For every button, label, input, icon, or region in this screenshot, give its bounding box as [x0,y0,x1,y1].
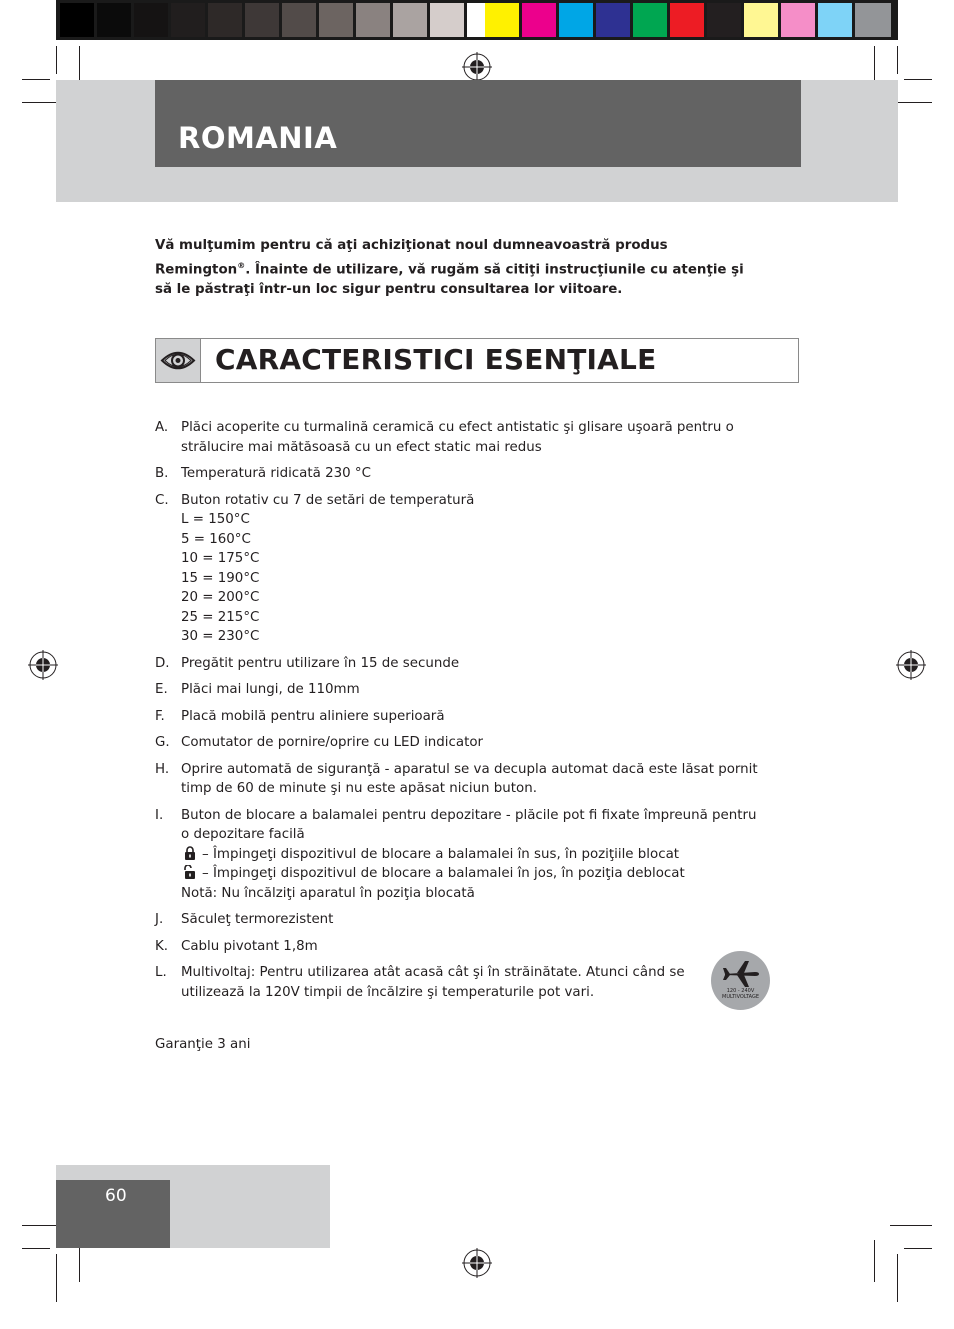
list-item [155,464,775,484]
swatch [134,3,168,37]
lock-text: – Împingeţi dispozitivul de blocare a balamalei în sus, în poziţiile blocat [202,846,680,862]
lock-open-icon [184,865,196,879]
item-text: Săculeţ termorezistent [181,912,334,927]
registration-mark-icon [28,650,58,680]
item-text: Comutator de pornire/oprire cu LED indicator [181,735,484,750]
temperature-setting: 15 = 190°C [181,570,260,586]
swatch [208,3,242,37]
swatch [818,3,852,37]
item-text: Buton de blocare a balamalei pentru depozitare - plăcile pot fi fixate împreună pentru [181,807,757,823]
swatch [393,3,427,37]
temperature-setting: L = 150°C [181,512,250,527]
crop-mark [897,46,898,74]
list-item [155,418,775,457]
item-letter: L. [155,965,167,980]
swatch [245,3,279,37]
temperature-setting: 30 = 230°C [181,629,260,644]
swatch [633,3,667,37]
registration-mark-icon [462,1248,492,1278]
item-text: Plăci acoperite cu turmalină ceramică cu efect antistatic şi glisare uşoară pentru o [181,420,734,435]
crop-mark [56,1254,57,1302]
item-text: Cablu pivotant 1,8m [181,938,318,954]
unlock-text: – Împingeţi dispozitivul de blocare a balamalei în jos, în poziţia deblocat [202,866,685,881]
item-letter: D. [155,655,170,671]
swatch [282,3,316,37]
list-item [155,491,775,647]
swatch [356,3,390,37]
registered-mark: ® [237,261,246,270]
intro-paragraph [155,236,775,300]
feature-list [155,418,775,1009]
item-text: Placă mobilă pentru aliniere superioară [181,708,445,724]
list-item [155,910,775,930]
item-letter: J. [155,912,164,927]
swatch [171,3,205,37]
intro-line [155,256,775,280]
swatch [319,3,353,37]
item-text: Plăci mai lungi, de 110mm [181,682,360,697]
item-text: Multivoltaj: Pentru utilizarea atât acasă cât şi în străinătate. Atunci când se [181,965,685,980]
item-text: o depozitare facilă [181,827,305,842]
crop-mark [904,79,932,80]
multivoltage-badge [711,951,770,1010]
crop-mark [874,1240,875,1282]
list-item [155,963,775,1002]
temperature-setting: 25 = 215°C [181,609,260,625]
temperature-setting: 10 = 175°C [181,551,260,566]
item-letter: G. [155,735,170,750]
warranty-text: Garanţie 3 ani [155,1037,251,1052]
registration-mark-icon [896,650,926,680]
swatch [855,3,891,37]
swatch [559,3,593,37]
item-text: strălucire mai mătăsoasă cu un efect static mai redus [181,439,542,455]
registration-mark-icon [462,52,492,82]
crop-mark [904,1248,932,1249]
section-header [155,338,799,383]
brand-name: Remington [155,262,238,278]
list-item [155,680,775,700]
item-text: timp de 60 de minute şi nu este apăsat niciun buton. [181,781,537,796]
section-icon-box [156,339,201,382]
item-letter: K. [155,938,169,954]
crop-mark [22,1248,50,1249]
item-text: utilizează la 120V timpii de încălzire şi temperaturile pot vari. [181,984,595,1000]
crop-mark [890,1225,932,1226]
eye-icon [156,339,200,382]
lock-closed-icon [184,846,196,860]
list-item [155,806,775,904]
list-item [155,733,775,753]
swatch [744,3,778,37]
item-letter: F. [155,708,165,724]
swatch [522,3,556,37]
crop-mark [897,1254,898,1302]
intro-line: să le păstraţi într-un loc sigur pentru consultarea lor viitoare. [155,282,623,298]
swatch [781,3,815,37]
crop-mark [22,79,50,80]
list-item [155,760,775,799]
list-item [155,654,775,674]
item-letter: C. [155,492,169,508]
swatch [97,3,131,37]
unlock-instruction [181,864,775,884]
section-title: CARACTERISTICI ESENŢIALE [215,343,657,376]
lock-instruction [181,845,775,865]
color-calibration-bar [56,0,898,40]
swatch [60,3,94,37]
item-text: Oprire automată de siguranţă - aparatul se va decupla automat dacă este lăsat pornit [181,761,758,777]
item-note: Notă: Nu încălziţi aparatul în poziţia blocată [181,885,475,901]
item-text: Buton rotativ cu 7 de setări de temperatură [181,492,475,508]
page-number: 60 [105,1186,127,1206]
temperature-setting: 5 = 160°C [181,531,251,547]
swatch [670,3,704,37]
badge-label: MULTIVOLTAGE [722,994,759,1000]
swatch [707,3,741,37]
item-letter: E. [155,682,168,697]
temperature-setting: 20 = 200°C [181,590,260,605]
crop-mark [56,46,57,74]
item-letter: H. [155,761,170,777]
item-letter: B. [155,466,169,481]
swatch [596,3,630,37]
badge-voltage: 120 - 240V [726,988,755,994]
swatch [485,3,519,37]
list-item [155,937,775,957]
item-text: Temperatură ridicată 230 °C [181,466,371,481]
page-title: ROMANIA [178,121,338,155]
list-item [155,707,775,727]
item-letter: I. [155,807,164,823]
item-text: Pregătit pentru utilizare în 15 de secunde [181,655,460,671]
swatch [430,3,464,37]
intro-line-rest: . Înainte de utilizare, vă rugăm să citiţi instrucţiunile cu atenţie şi [245,262,744,278]
item-letter: A. [155,420,169,435]
intro-line: Vă mulţumim pentru că aţi achiziţionat noul dumneavoastră produs [155,238,668,253]
